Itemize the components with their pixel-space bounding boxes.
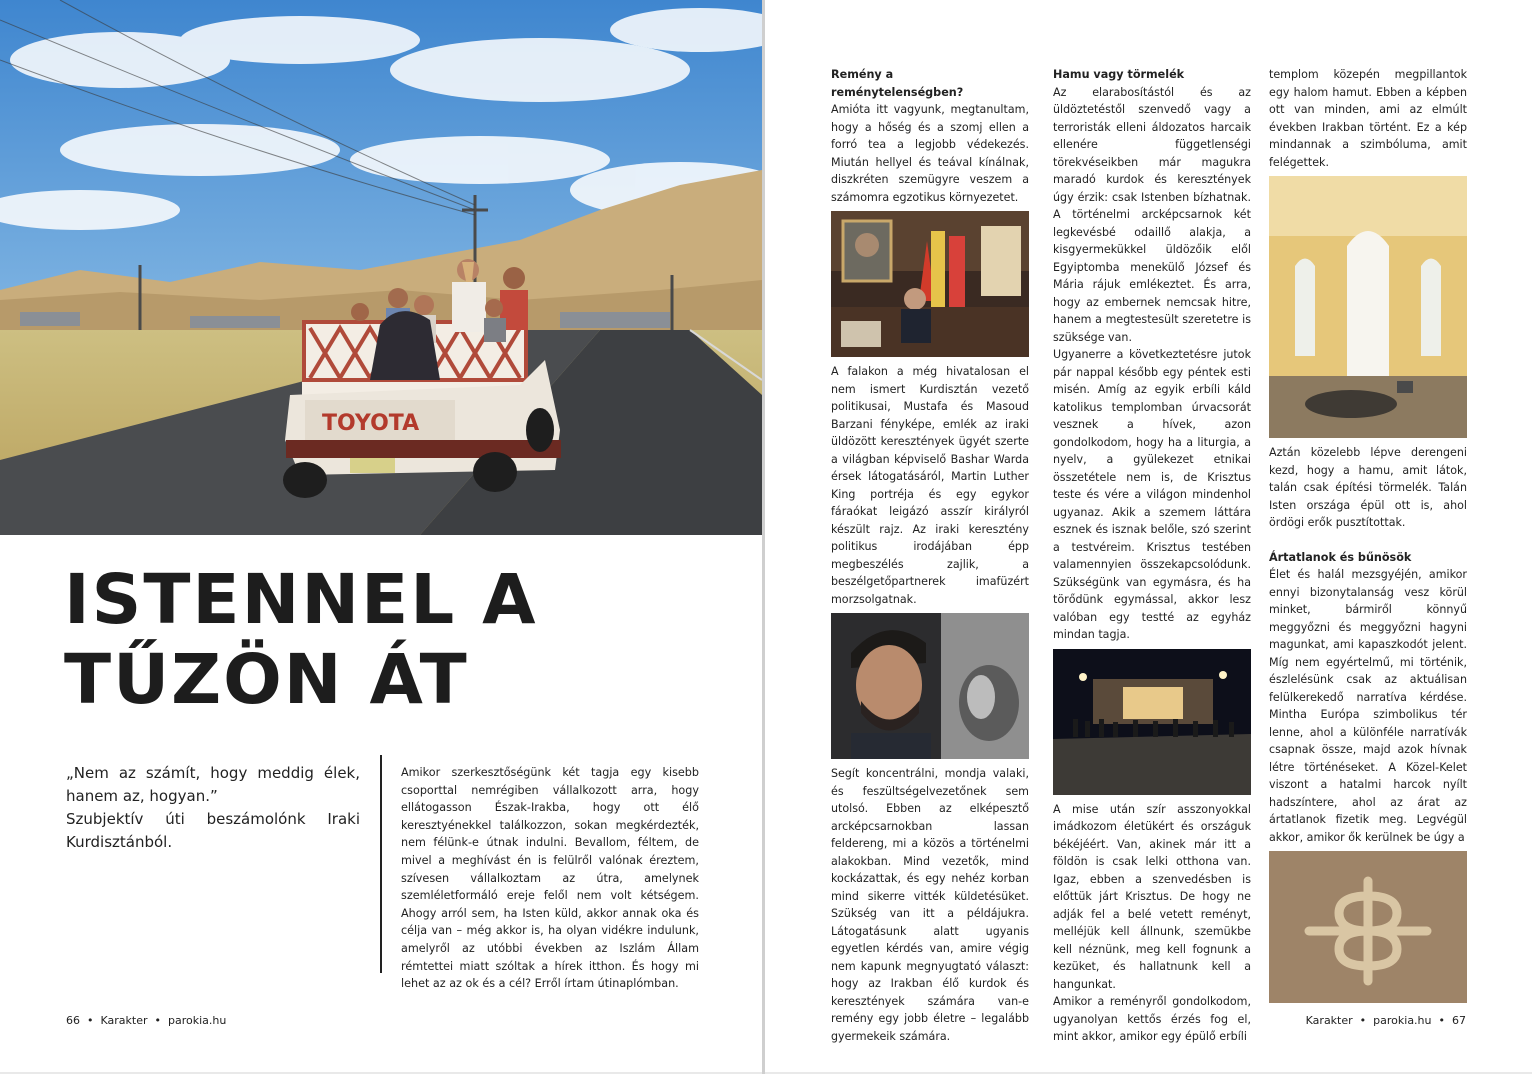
photo-church-interior-ash (1269, 176, 1467, 438)
truck-brand-text: TOYOTA (322, 411, 420, 436)
lead-quote-block (66, 762, 360, 854)
col3-paragraph-3: Élet és halál mezsgyéjén, amikor ennyi bizonytalanság vesz körül minket, bármiről könnyű meggyőzni és meggyőzni hagyni magunkat, ami kapaszkodót jelent. Míg nem egyértelmű, mi történik, észlelésünk csak az aktuálisan felülkerekedő narratíva kérdése. Mintha Európa szimbolikus tér lenne, ahol a különféle narratívák csapnak össze, majd azok hívnak létre történéseket. A Közel-Kelet viszont a hatalmi harcok nyílt hadszíntere, ahol az árat az ártatlanok fizetik meg. Legvégül akkor, amikor ők kerülnek be úgy a (1269, 568, 1467, 844)
section-heading-innocent: Ártatlanok és bűnösök (1269, 550, 1412, 564)
photo-office-politician (831, 211, 1029, 357)
vertical-divider (380, 755, 382, 973)
article-title (64, 560, 538, 720)
column-1 (831, 66, 1029, 1045)
col2-paragraph-4: Amikor a reményről gondolkodom, ugyanolyan kettős érzés fog el, mint akkor, amikor egy épülő erbíli (1053, 995, 1251, 1043)
right-folio: Karakter • parokia.hu • 67 (1305, 1014, 1466, 1027)
column-3 (1269, 66, 1467, 1009)
left-folio: 66 • Karakter • parokia.hu (66, 1014, 227, 1027)
photo-young-man-portrait (831, 613, 1029, 759)
right-page (765, 0, 1532, 1072)
section-heading-ash: Hamu vagy törmelék (1053, 68, 1185, 81)
intro-paragraph: Amikor szerkesztőségünk két tagja egy kisebb csoporttal nemrégiben vállalkozott arra, hogy ellátogasson Észak-Irakba, hogy ott élő keresztyénekkel találkozzon, sokan megkérdezték, nem félünk-e útnak indulni. Bevallom, féltem, de mivel a meghívást én is felülről valónak éreztem, szívesen vállalkoztam az útra, amelynek szemléletformáló ereje felől nem volt kétségem. Ahogy arról sem, ha Isten küld, akkor annak oka és célja van – még akkor is, ha olyan vidékre indulunk, amelyről az utóbbi években az Iszlám Állam rémtettei miatt szóltak a hírek itthon. És hogy mi lehet az az ok és a cél? Erről írtam útinaplómban. (401, 766, 699, 991)
hero-photo-truck-road (0, 0, 762, 535)
col3-paragraph-2: Aztán közelebb lépve derengeni kezd, hogy a hamu, amit látok, talán csak építési törmelék. Talán Isten országa épül ott is, ahol ördögi erők pusztítottak. (1269, 446, 1467, 529)
title-line-2: TŰZÖN ÁT (64, 640, 469, 720)
photo-stone-cross-carving (1269, 851, 1467, 1003)
subtitle-text: Szubjektív úti beszámolónk Iraki Kurdisztánból. (66, 810, 360, 851)
col2-paragraph-3: A mise után szír asszonyokkal imádkozom életükért és országuk békéjéért. Van, akinek már itt a földön is csak lelki otthona van. Igaz, ebben a szenvedésben is előttük járt Krisztus. De hogy ne adják fel a belé vetett reményt, melléjük kell állnunk, szemükbe kell néznünk, meg kell fognunk a kezüket, és hallatnunk kell a hangunkat. (1053, 802, 1251, 991)
section-heading-hope: Remény a reménytelenségben? (831, 68, 964, 99)
intro-paragraph-block (401, 764, 699, 993)
quote-text: „Nem az számít, hogy meddig élek, hanem az, hogyan.” (66, 764, 360, 805)
page-number: 66 (66, 1014, 80, 1027)
hero-photo-illustration (0, 0, 762, 535)
magazine-name: Karakter (1305, 1014, 1353, 1027)
column-2 (1053, 66, 1251, 1046)
col1-paragraph-3: Segít koncentrálni, mondja valaki, és feszültségelvezetőnek sem utolsó. Ebben az elképesztő arcképcsarnokban lassan feldereng, mi a közös a történelmi alakokban. Mind vezetők, mind kockázattak, és egy nehéz korban mind sikerre vitték küldetésüket. Szükség van itt a példájukra. Látogatásunk alatt ugyanis egyetlen kérdés van, amire végig nem kapunk megnyugtató választ: hogy az Irakban élő kurdok és keresztények számára van-e remény egy jobb életre – legalább gyermekeik számára. (831, 767, 1029, 1043)
col1-paragraph-2: A falakon a még hivatalosan el nem ismert Kurdisztán vezető politikusai, Mustafa és Masoud Barzani fényképe, emlék az iraki üldözött keresztények ügyét szerte a világban képviselő Bashar Warda érsek látogatásáról, Martin Luther King portréja és egy egykor fáraókat leigázó asszír királyról készült rajz. Az iraki keresztény politikus irodájában épp megbeszélés zajlik, a beszélgetőpartnerek imafüzért morzsolgatnak. (831, 365, 1029, 606)
left-page (0, 0, 762, 1072)
site-name: parokia.hu (1373, 1014, 1432, 1027)
photo-night-church-courtyard (1053, 649, 1251, 795)
col2-paragraph-2: Ugyanerre a következtetésre jutok pár nappal később egy péntek esti misén. Amíg az egyik erbíli káld katolikus templomban úrvacsorát vesznek a hívek, azon gondolkodom, hogy ha a liturgia, a nyelv, a gyülekezet etnikai összetétele nem is, de Krisztus teste és vére a világon mindenhol ugyanaz. Akik a szemem láttára esznek és isznak belőle, szó szerint a testvéreim. Krisztus testében valamennyien összekapcsolódunk. Szükségünk van egymásra, és ha törődünk egymással, akkor lesz valóban egy testté az egyház mindan tagja. (1053, 348, 1251, 641)
col3-paragraph-1: templom közepén megpillantok egy halom hamut. Ebben a képben ott van minden, ami az elmúlt években Irakban történt. Ez a kép mindannak a szimbóluma, amit felégettek. (1269, 68, 1467, 169)
magazine-name: Karakter (100, 1014, 148, 1027)
page-number: 67 (1452, 1014, 1466, 1027)
title-line-1: ISTENNEL A (64, 560, 538, 640)
col1-paragraph-1: Amióta itt vagyunk, megtanultam, hogy a hőség és a szomj ellen a forró tea a legjobb védekezés. Miután hellyel és teával kínálnak, diszkréten szemügyre veszem a számomra egzotikus környezetet. (831, 103, 1029, 204)
site-name: parokia.hu (168, 1014, 227, 1027)
col2-paragraph-1: Az elarabosítástól és az üldöztetéstől szenvedő vagy a terroristák elleni áldozatos harcaik ellenére függetlenségi törekvéseikben már magukra maradó kurdok és keresztények úgy érzik: csak Istenben bízhatnak. A történelmi arcképcsarnok két legkevésbé odaillő alakja, a kisgyermekükkel üldözőik elől Egyiptomba menekülő József és Mária rájuk emlékeztet. És arra, hogy az embernek nemcsak hitre, hanem a megtestesült szeretetre is szüksége van. (1053, 85, 1251, 344)
